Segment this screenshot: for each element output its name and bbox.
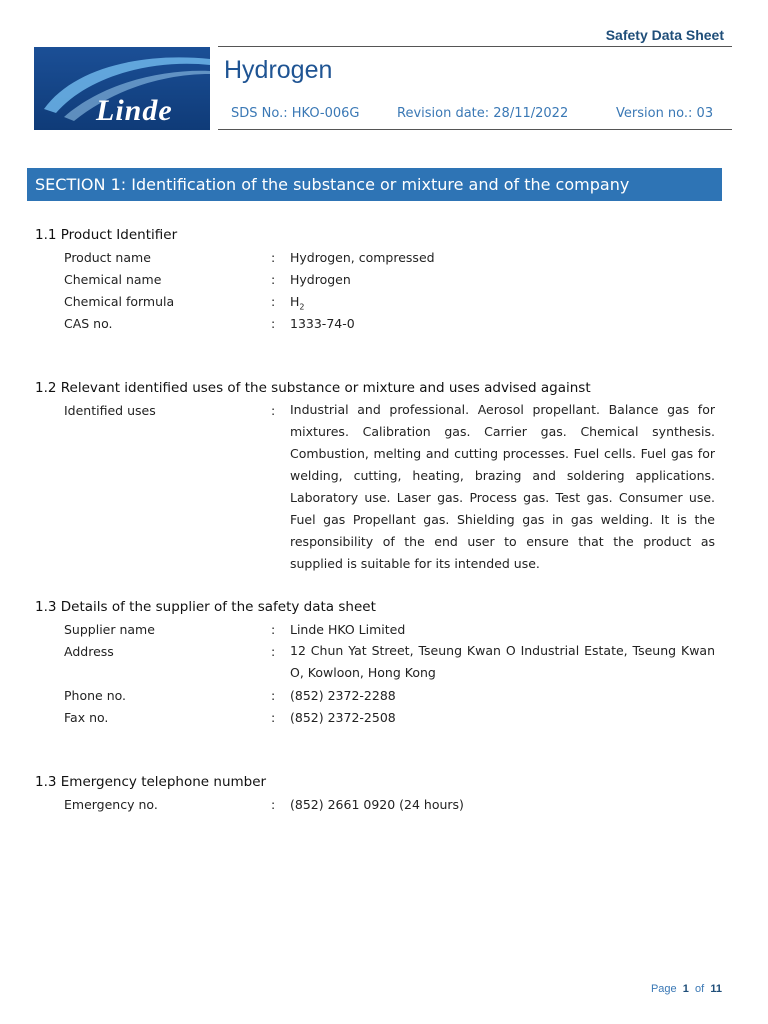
field-label: Address [64,644,114,659]
field-colon: : [271,644,276,659]
document-type-label: Safety Data Sheet [605,27,724,43]
subsection-1-2-heading: 1.2 Relevant identified uses of the substance or mixture and uses advised against [35,380,591,396]
supplier-name-value: Linde HKO Limited [290,622,406,637]
field-colon: : [271,797,276,812]
cas-number-value: 1333-74-0 [290,316,355,331]
field-colon: : [271,316,276,331]
product-title: Hydrogen [224,56,333,84]
subsection-emergency-heading: 1.3 Emergency telephone number [35,774,267,790]
sds-number: SDS No.: HKO-006G [231,106,360,121]
field-colon: : [271,710,276,725]
field-label: Product name [64,250,151,265]
chemical-name-value: Hydrogen [290,272,351,287]
section-1-heading: SECTION 1: Identification of the substance or mixture and of the company [27,168,722,201]
field-label: Fax no. [64,710,109,725]
address-value: 12 Chun Yat Street, Tseung Kwan O Industrial Estate, Tseung Kwan O, Kowloon, Hong Kong [290,643,715,680]
field-label: Identified uses [64,403,156,418]
field-colon: : [271,294,276,309]
field-label: Chemical formula [64,294,175,309]
field-label: Chemical name [64,272,162,287]
field-label: CAS no. [64,316,113,331]
field-colon: : [271,272,276,287]
revision-date: Revision date: 28/11/2022 [397,106,569,121]
product-name-value: Hydrogen, compressed [290,250,435,265]
field-colon: : [271,250,276,265]
subsection-1-3-heading: 1.3 Details of the supplier of the safety data sheet [35,599,376,615]
field-label: Phone no. [64,688,127,703]
formula-subscript: 2 [299,302,305,312]
fax-number-value: (852) 2372-2508 [290,710,396,725]
identified-uses-value: Industrial and professional. Aerosol propellant. Balance gas for mixtures. Calibration gas. Carrier gas. Chemical synthesis. Combustion, melting and cutting processes. Fuel cells. Fuel gas for welding, cutting, heating, brazing and soldering applications. Laboratory use. Laser gas. Process gas. Test gas. Consumer use. Fuel gas Propellant gas. Shielding gas in gas welding. It is the responsibility of the end user to ensure that the product as supplied is suitable for its intended use. [290,402,715,571]
page-total: 11 [710,983,722,995]
phone-number-value: (852) 2372-2288 [290,688,396,703]
page-current: 1 [682,983,689,995]
subsection-1-1-heading: 1.1 Product Identifier [35,227,178,243]
page-word: Page [650,983,677,995]
logo-wordmark: Linde [96,94,173,127]
of-word: of [695,983,705,995]
field-label: Supplier name [64,622,155,637]
field-colon: : [271,403,276,418]
emergency-number-value: (852) 2661 0920 (24 hours) [290,797,464,812]
header-divider-top [218,46,732,47]
field-colon: : [271,688,276,703]
version-number: Version no.: 03 [616,106,714,121]
header-divider-bottom [218,129,732,130]
formula-symbol: H [290,294,300,309]
page-number [651,983,722,995]
field-label: Emergency no. [64,797,158,812]
field-colon: : [271,622,276,637]
linde-logo [34,47,210,130]
chemical-formula-value [290,294,305,312]
